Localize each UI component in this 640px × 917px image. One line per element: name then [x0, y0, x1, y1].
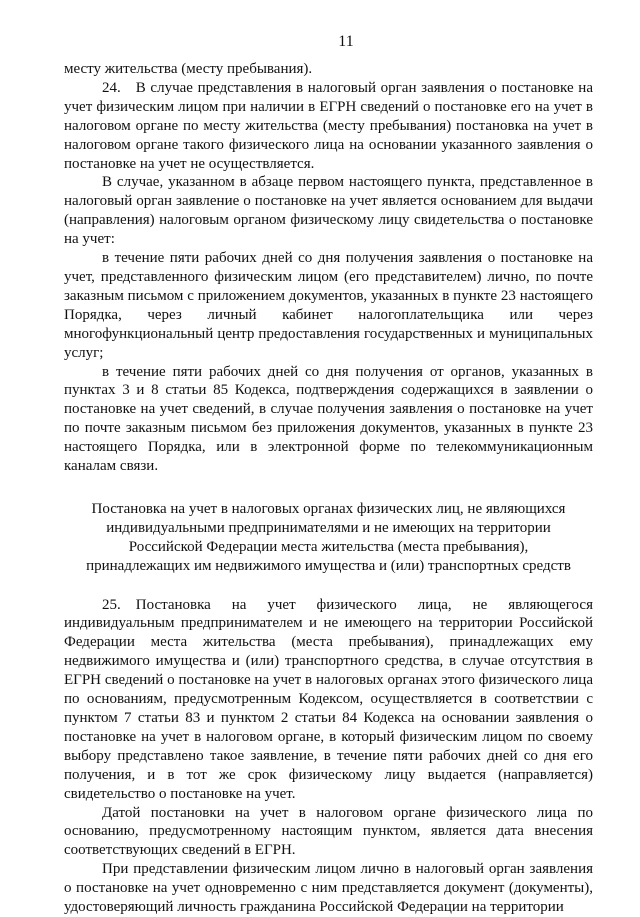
paragraph-item-24: 24. В случае представления в налоговый орган заявления о постановке на учет физическим лицом при наличии в ЕГРН сведений о постановке его на учет в налоговом органе по месту жительства (месту пребывания) постановка на учет в налоговом органе такого физического лица на основании указанного заявления о постановке на учет не осуществляется.	[64, 79, 593, 172]
paragraph-case-description: В случае, указанном в абзаце первом настоящего пункта, представленное в налоговый орган заявление о постановке на учет является основанием для выдачи (направления) налоговым органом физическому лицу свидетельства о постановке на учет:	[64, 174, 593, 248]
section-heading: Постановка на учет в налоговых органах физических лиц, не являющихся индивидуальными предпринимателями и не имеющих на территории Российской Федерации места жительства (места пребывания), принадлежащих им недвижимого имущества и (или) транспортных средств	[86, 500, 571, 574]
paragraph-continuation: месту жительства (месту пребывания).	[64, 61, 313, 77]
document-body	[64, 60, 593, 917]
paragraph-personal-submission: При представлении физическим лицом лично в налоговый орган заявления о постановке на учет одновременно с ним представляется документ (документы), удостоверяющий личность гражданина Российской Федерации на территории	[64, 861, 593, 916]
paragraph-term-authorities: в течение пяти рабочих дней со дня получения от органов, указанных в пунктах 3 и 8 статьи 85 Кодекса, подтверждения содержащихся в заявлении о постановке на учет сведений, в случае получения заявления о постановке на учет по почте заказным письмом без приложения документов, указанных в пункте 23 настоящего Порядка, или в электронной форме по телекоммуникационным каналам связи.	[64, 363, 593, 475]
paragraph-registration-date: Датой постановки на учет в налоговом органе физического лица по основанию, предусмотренному настоящим пунктом, является дата внесения соответствующих сведений в ЕГРН.	[64, 804, 593, 859]
paragraph-term-personal: в течение пяти рабочих дней со дня получения заявления о постановке на учет, представленного физическим лицом (его представителем) лично, по почте заказным письмом с приложением документов, указанных в пункте 23 настоящего Порядка, через личный кабинет налогоплательщика или через многофункциональный центр предоставления государственных и муниципальных услуг;	[64, 250, 593, 361]
page-number: 11	[338, 33, 354, 50]
paragraph-item-25: 25. Постановка на учет физического лица, не являющегося индивидуальным предпринимателем и не имеющего на территории Российской Федерации места жительства (места пребывания), принадлежащих ему недвижимого имущества и (или) транспортного средства, в случае отсутствия в ЕГРН сведений о постановке на учет в налоговых органах этого физического лица по основаниям, предусмотренным Кодексом, осуществляется в соответствии с пунктом 7 статьи 83 и пунктом 2 статьи 84 Кодекса на основании заявления о постановке на учет в налоговом органе, в который физическим лицом по своему выбору представлено такое заявление, в течение пяти рабочих дней со дня его получения, и в тот же срок физическому лицу выдается (направляется) свидетельство о постановке на учет.	[64, 596, 593, 802]
